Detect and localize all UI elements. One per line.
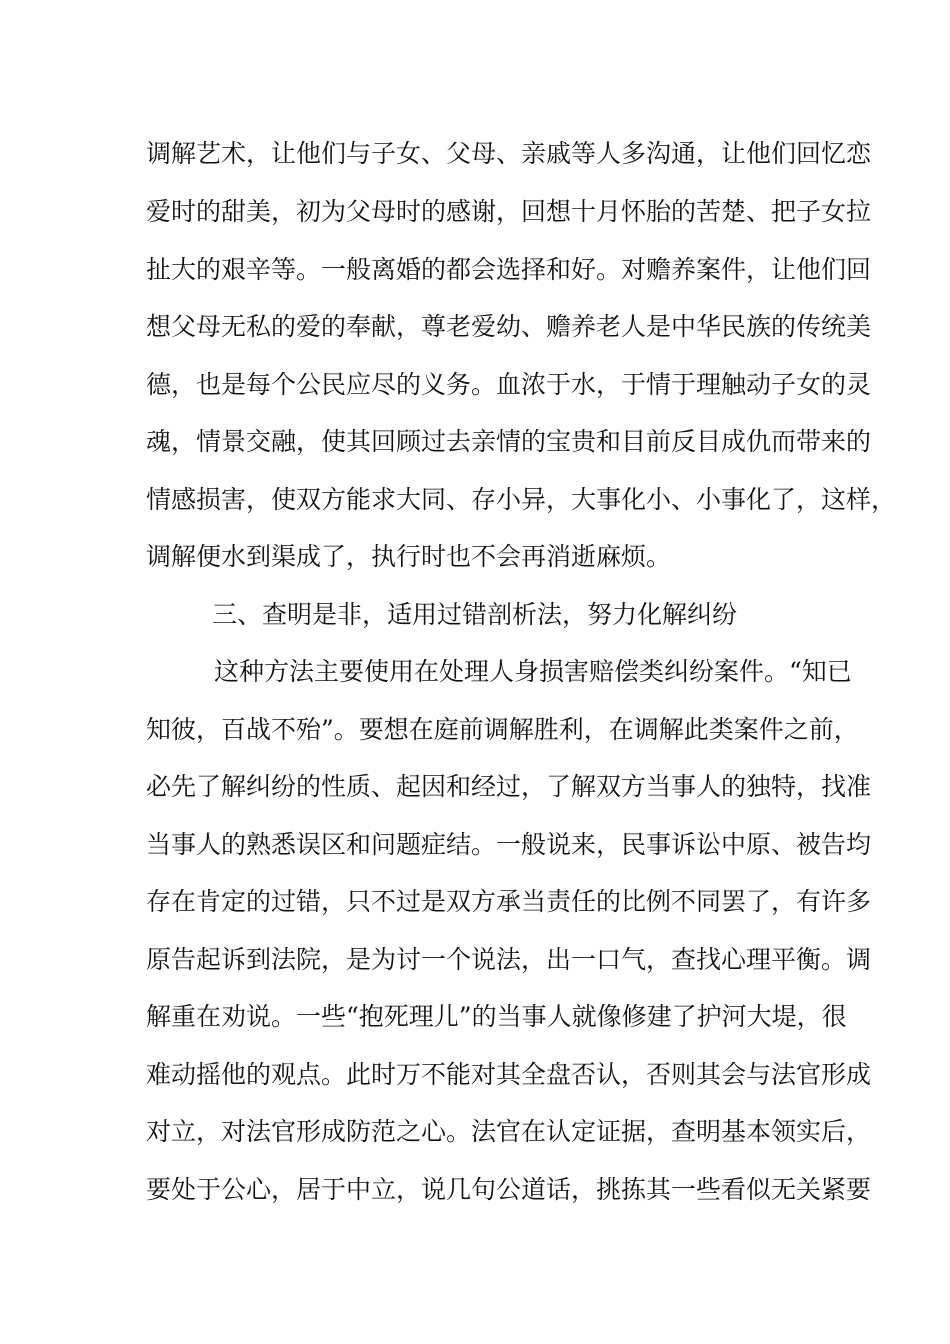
text-line: 难动摇他的观点。此时万不能对其全盘否认，否则其会与法官形成 [146, 1060, 872, 1089]
text-line: 情感损害，使双方能求大同、存小异，大事化小、小事化了，这样， [146, 485, 897, 514]
text-line: 魂，情景交融，使其回顾过去亲情的宝贵和目前反目成仇而带来的 [146, 427, 872, 456]
text-line: 这种方法主要使用在处理人身损害赔偿类纠纷案件。“知已 [214, 657, 852, 686]
text-line: 当事人的熟悉误区和问题症结。一般说来，民事诉讼中原、被告均 [146, 830, 872, 859]
text-line: 爱时的甜美，初为父母时的感谢，回想十月怀胎的苦楚、把子女拉 [146, 197, 872, 226]
text-line: 扯大的艰辛等。一般离婚的都会选择和好。对赡养案件，让他们回 [146, 255, 872, 284]
text-line: 解重在劝说。一些“抱死理儿”的当事人就像修建了护河大堤，很 [146, 1002, 847, 1031]
text-line: 必先了解纠纷的性质、起因和经过，了解双方当事人的独特，找准 [146, 772, 872, 801]
section-heading: 三、查明是非，适用过错剖析法，努力化解纠纷 [212, 600, 738, 629]
text-line: 想父母无私的爱的奉献，尊老爱幼、赡养老人是中华民族的传统美 [146, 312, 872, 341]
text-line: 知彼，百战不殆”。要想在庭前调解胜利，在调解此类案件之前， [146, 715, 859, 744]
text-line: 存在肯定的过错，只不过是双方承当责任的比例不同罢了，有许多 [146, 887, 872, 916]
text-line: 要处于公心，居于中立，说几句公道话，挑拣其一些看似无关紧要 [146, 1175, 872, 1204]
text-line: 对立，对法官形成防范之心。法官在认定证据，查明基本领实后， [146, 1117, 872, 1146]
text-line: 原告起诉到法院，是为讨一个说法，出一口气，查找心理平衡。调 [146, 945, 872, 974]
text-line: 调解便水到渠成了，执行时也不会再消逝麻烦。 [146, 542, 672, 571]
text-line: 德，也是每个公民应尽的义务。血浓于水，于情于理触动子女的灵 [146, 370, 872, 399]
text-line: 调解艺术，让他们与子女、父母、亲戚等人多沟通，让他们回忆恋 [146, 139, 872, 168]
